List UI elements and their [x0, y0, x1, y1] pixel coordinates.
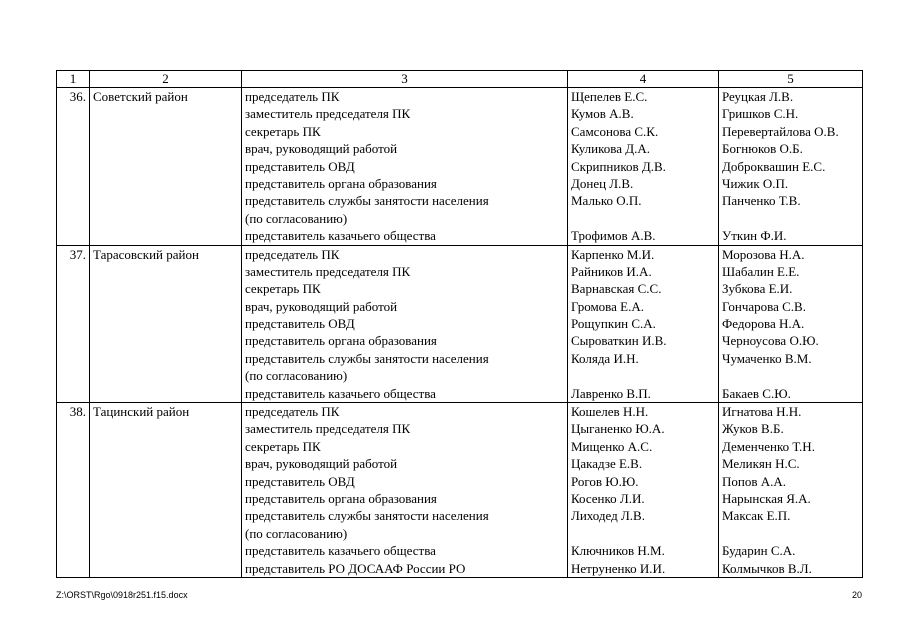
reserve-name: Чижик О.П.: [722, 175, 789, 191]
member-name: Донец Л.В.: [571, 175, 634, 191]
district-name: Тарасовский район: [90, 245, 242, 403]
members-cell: [568, 245, 719, 403]
reserve-name: Уткин Ф.И.: [722, 228, 787, 244]
table-row: [57, 245, 863, 403]
column-number-row: [57, 71, 863, 88]
reserve-name: Попов А.А.: [722, 473, 787, 489]
column-number: 2: [90, 71, 242, 88]
member-name: Щепелев Е.С.: [571, 89, 648, 104]
member-name: Мищенко А.С.: [571, 438, 653, 454]
role-line: врач, руководящий работой: [245, 141, 398, 157]
table-body: [57, 88, 863, 578]
role-line: врач, руководящий работой: [245, 456, 398, 472]
row-number: 37.: [57, 245, 90, 403]
role-line: секретарь ПК: [245, 123, 321, 139]
reserve-name: Панченко Т.В.: [722, 193, 801, 209]
role-line: представитель службы занятости населения: [245, 508, 489, 524]
roles-cell: [242, 88, 568, 246]
member-name: Кумов А.В.: [571, 106, 634, 122]
member-name: Рогов Ю.Ю.: [571, 473, 639, 489]
members-cell: [568, 403, 719, 578]
member-name: [571, 525, 718, 542]
role-line: председатель ПК: [245, 89, 340, 104]
reserve-name: Шабалин Е.Е.: [722, 263, 800, 279]
reserve-name: Морозова Н.А.: [722, 246, 805, 262]
reserve-name: Гончарова С.В.: [722, 298, 806, 314]
column-number: 1: [57, 71, 90, 88]
role-line: представитель ОВД: [245, 316, 355, 332]
role-line: заместитель председателя ПК: [245, 106, 411, 122]
district-name: Тацинский район: [90, 403, 242, 578]
table-row: [57, 403, 863, 578]
member-name: Кошелев Н.Н.: [571, 404, 649, 420]
member-name: Цыганенко Ю.А.: [571, 421, 665, 437]
reserves-cell: [719, 88, 863, 246]
member-name: Малько О.П.: [571, 193, 642, 209]
reserve-name: Зубкова Е.И.: [722, 281, 793, 297]
role-line: представитель РО ДОСААФ России РО: [245, 560, 466, 576]
member-name: Нетруненко И.И.: [571, 560, 666, 576]
table-row: [57, 88, 863, 246]
member-name: Лавренко В.П.: [571, 385, 651, 401]
role-line: представитель органа образования: [245, 490, 437, 506]
footer-page-number: 20: [851, 590, 862, 600]
reserve-name: Нарынская Я.А.: [722, 490, 811, 506]
reserve-name: Черноусова О.Ю.: [722, 333, 819, 349]
member-name: Варнавская С.С.: [571, 281, 662, 297]
reserve-name: Колмычков В.Л.: [722, 560, 812, 576]
role-line: представитель казачьего общества: [245, 228, 436, 244]
reserve-name: Богнюков О.Б.: [722, 141, 803, 157]
reserve-name: Деменченко Т.Н.: [722, 438, 815, 454]
members-cell: [568, 88, 719, 246]
member-name: Громова Е.А.: [571, 298, 644, 314]
role-line: секретарь ПК: [245, 438, 321, 454]
role-line: председатель ПК: [245, 246, 340, 262]
role-line: представитель службы занятости населения: [245, 193, 489, 209]
reserve-name: Перевертайлова О.В.: [722, 123, 839, 139]
role-line: заместитель председателя ПК: [245, 421, 411, 437]
column-number: 5: [719, 71, 863, 88]
reserve-name: Бударин С.А.: [722, 543, 796, 559]
row-number: 36.: [57, 88, 90, 246]
roles-cell: [242, 403, 568, 578]
reserve-name: Бакаев С.Ю.: [722, 385, 791, 401]
member-name: Коляда И.Н.: [571, 350, 639, 366]
district-name: Советский район: [90, 88, 242, 246]
member-name: Ключников Н.М.: [571, 543, 665, 559]
role-line: представитель органа образования: [245, 175, 437, 191]
reserve-name: Жуков В.Б.: [722, 421, 784, 437]
reserve-name: Игнатова Н.Н.: [722, 404, 802, 420]
commission-table: [56, 70, 863, 578]
reserve-name: Максак Е.П.: [722, 508, 791, 524]
reserve-name: Доброквашин Е.С.: [722, 158, 826, 174]
role-line: (по согласованию): [245, 525, 348, 541]
reserves-cell: [719, 403, 863, 578]
member-name: Рощупкин С.А.: [571, 316, 656, 332]
member-name: Райников И.А.: [571, 263, 652, 279]
member-name: Скрипников Д.В.: [571, 158, 666, 174]
role-line: секретарь ПК: [245, 281, 321, 297]
role-line: представитель ОВД: [245, 473, 355, 489]
role-line: председатель ПК: [245, 404, 340, 420]
column-number: 4: [568, 71, 719, 88]
member-name: Косенко Л.И.: [571, 490, 645, 506]
member-name: Самсонова С.К.: [571, 123, 659, 139]
role-line: представитель органа образования: [245, 333, 437, 349]
role-line: представитель казачьего общества: [245, 385, 436, 401]
reserves-cell: [719, 245, 863, 403]
role-line: представитель казачьего общества: [245, 543, 436, 559]
role-line: представитель службы занятости населения: [245, 350, 489, 366]
reserve-name: [722, 367, 862, 384]
reserve-name: [722, 525, 862, 542]
member-name: [571, 367, 718, 384]
role-line: представитель ОВД: [245, 158, 355, 174]
role-line: заместитель председателя ПК: [245, 263, 411, 279]
role-line: врач, руководящий работой: [245, 298, 398, 314]
reserve-name: Чумаченко В.М.: [722, 350, 812, 366]
role-line: (по согласованию): [245, 210, 348, 226]
member-name: Цакадзе Е.В.: [571, 456, 643, 472]
roles-cell: [242, 245, 568, 403]
reserve-name: [722, 210, 862, 227]
member-name: Карпенко М.И.: [571, 246, 655, 262]
member-name: Лиходед Л.В.: [571, 508, 645, 524]
member-name: Трофимов А.В.: [571, 228, 656, 244]
row-number: 38.: [57, 403, 90, 578]
member-name: [571, 210, 718, 227]
column-number: 3: [242, 71, 568, 88]
reserve-name: Федорова Н.А.: [722, 316, 805, 332]
reserve-name: Гришков С.Н.: [722, 106, 799, 122]
member-name: Куликова Д.А.: [571, 141, 650, 157]
member-name: Сыроваткин И.В.: [571, 333, 667, 349]
reserve-name: Меликян Н.С.: [722, 456, 800, 472]
footer-file-path: Z:\ORST\Rgo\0918r251.f15.docx: [56, 590, 188, 600]
reserve-name: Реуцкая Л.В.: [722, 89, 794, 104]
role-line: (по согласованию): [245, 368, 348, 384]
